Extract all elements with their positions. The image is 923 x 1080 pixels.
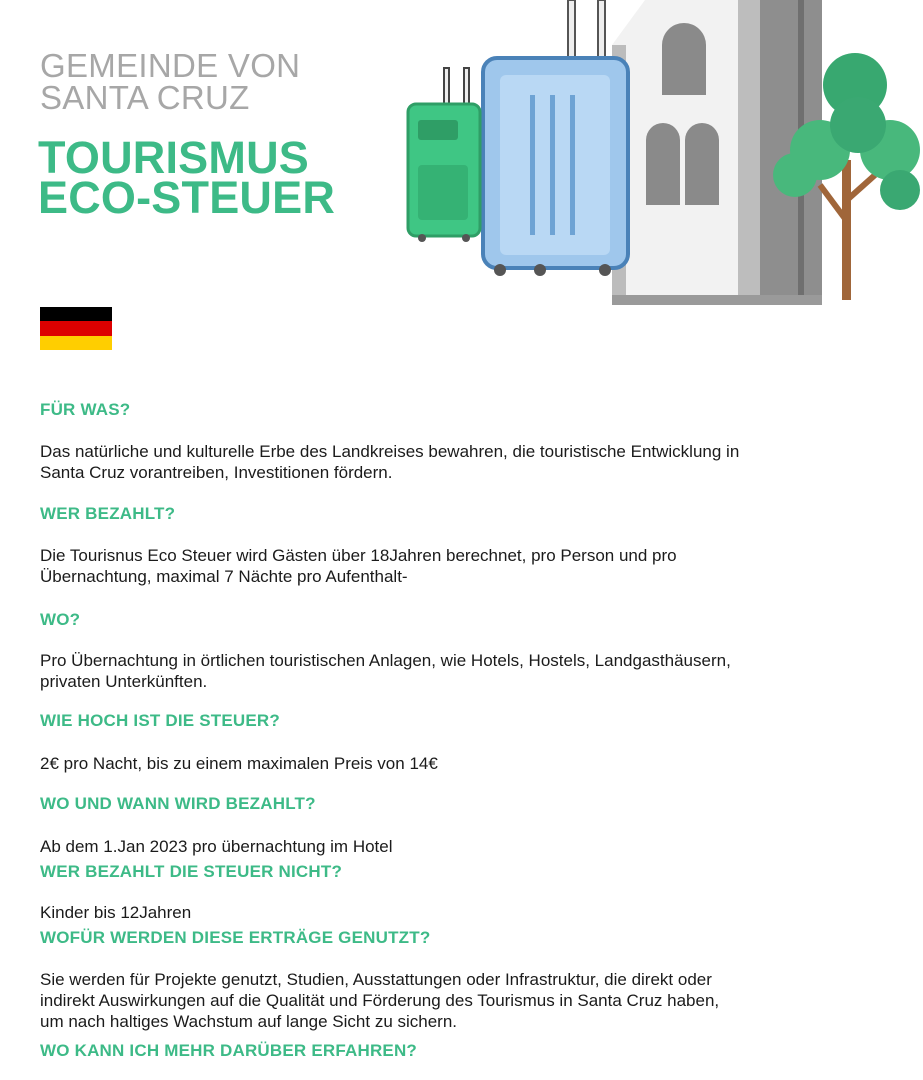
municipality-line-1: GEMEINDE VON (40, 47, 301, 84)
faq-answer (40, 545, 890, 587)
flag-stripe-gold (40, 336, 112, 350)
answer-line: Die Tourisnus Eco Steuer wird Gästen über 18Jahren berechnet, pro Person und pro (40, 546, 677, 565)
answer-line: um nach haltiges Wachstum auf lange Sicht zu sichern. (40, 1012, 458, 1031)
municipality-line-2: SANTA CRUZ (40, 79, 250, 116)
answer-line: Sie werden für Projekte genutzt, Studien, Ausstattungen oder Infrastruktur, die direkt oder (40, 970, 712, 989)
flag-stripe-black (40, 307, 112, 321)
municipality-name (40, 47, 301, 116)
answer-line: privaten Unterkünften. (40, 672, 208, 691)
title-line-2: ECO-STEUER (38, 172, 336, 223)
faq-question: WO UND WANN WIRD BEZAHLT? (40, 794, 316, 813)
answer-line: Pro Übernachtung in örtlichen touristischen Anlagen, wie Hotels, Hostels, Landgasthäusern, (40, 651, 731, 670)
title-line-1: TOURISMUS (38, 132, 309, 183)
faq-answer (40, 441, 890, 483)
flag-stripe-red (40, 321, 112, 335)
answer-line: Santa Cruz vorantreiben, Investitionen fördern. (40, 463, 393, 482)
faq-question: FÜR WAS? (40, 400, 131, 419)
answer-line: Kinder bis 12Jahren (40, 903, 192, 922)
answer-line: Das natürliche und kulturelle Erbe des Landkreises bewahren, die touristische Entwicklung in (40, 442, 740, 461)
page-title (38, 132, 336, 223)
answer-line: Ab dem 1.Jan 2023 pro übernachtung im Hotel (40, 837, 393, 856)
faq-question: WO? (40, 610, 81, 629)
answer-line: Übernachtung, maximal 7 Nächte pro Aufenthalt- (40, 567, 408, 586)
travel-illustration (400, 0, 923, 305)
answer-line: 2€ pro Nacht, bis zu einem maximalen Preis von 14€ (40, 754, 438, 773)
german-flag[interactable] (40, 307, 112, 350)
faq-answer (40, 969, 890, 1032)
faq-question: WOFÜR WERDEN DIESE ERTRÄGE GENUTZT? (40, 928, 431, 947)
faq-question: WER BEZAHLT DIE STEUER NICHT? (40, 862, 343, 881)
faq-question: WER BEZAHLT? (40, 504, 176, 523)
faq-answer (40, 902, 890, 923)
faq-question: WO KANN ICH MEHR DARÜBER ERFAHREN? (40, 1041, 418, 1060)
faq-question: WIE HOCH IST DIE STEUER? (40, 711, 280, 730)
faq-content (40, 398, 890, 1061)
faq-answer (40, 753, 890, 774)
faq-answer (40, 836, 890, 857)
faq-answer (40, 650, 890, 692)
backpack-icon (408, 68, 480, 242)
suitcase-icon (483, 0, 628, 276)
answer-line: indirekt Auswirkungen auf die Qualität und Förderung des Tourismus in Santa Cruz haben, (40, 991, 720, 1010)
